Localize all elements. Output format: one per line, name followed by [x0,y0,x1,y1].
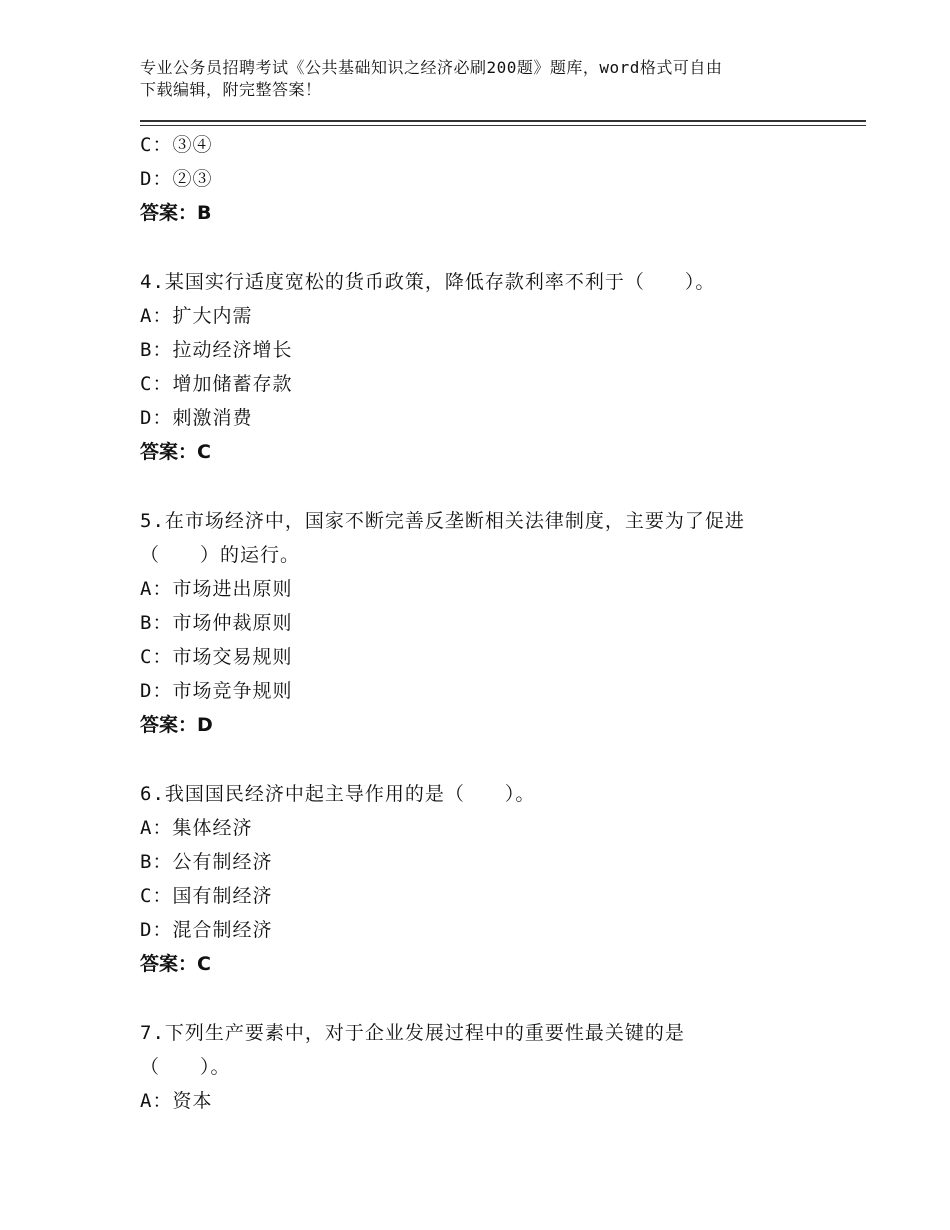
question-stem: 4.某国实行适度宽松的货币政策，降低存款利率不利于（ ）。 [140,271,716,293]
question-7 [140,1016,860,1118]
option-a: A：市场进出原则 [140,578,293,600]
question-stem: 7.下列生产要素中，对于企业发展过程中的重要性最关键的是 [140,1022,685,1044]
header-rule-thin [140,125,866,126]
option-b: B：公有制经济 [140,851,273,873]
option-a: A：资本 [140,1090,213,1112]
header-line-2: 下载编辑，附完整答案！ [140,80,322,99]
document-header [140,57,820,101]
option-c: C：增加储蓄存款 [140,373,293,395]
option-c: C：市场交易规则 [140,646,293,668]
header-line-1: 专业公务员招聘考试《公共基础知识之经济必刷200题》题库，word格式可自由 [140,58,723,77]
option-d: D：混合制经济 [140,919,273,941]
option-a: A：扩大内需 [140,305,253,327]
question-4 [140,265,860,469]
option-d: D：刺激消费 [140,407,253,429]
question-stem: 5.在市场经济中，国家不断完善反垄断相关法律制度，主要为了促进 [140,510,745,532]
option-b: B：市场仲裁原则 [140,612,293,634]
question-6 [140,777,860,981]
question-5 [140,504,860,742]
option-d: D：②③ [140,168,213,190]
answer: 答案：D [140,714,213,736]
question-list [140,128,860,1118]
question-stem-continued: （ ）的运行。 [140,544,301,566]
option-c: C：国有制经济 [140,885,273,907]
option-a: A：集体经济 [140,817,253,839]
question-stem: 6.我国国民经济中起主导作用的是（ ）。 [140,783,536,805]
option-d: D：市场竞争规则 [140,680,293,702]
answer: 答案：C [140,953,211,975]
question-stem-continued: （ ）。 [140,1056,231,1078]
option-c: C：③④ [140,134,213,156]
prev-question [140,128,860,230]
answer: 答案：C [140,441,211,463]
header-rule-thick [140,120,866,122]
option-b: B：拉动经济增长 [140,339,293,361]
answer: 答案：B [140,202,212,224]
